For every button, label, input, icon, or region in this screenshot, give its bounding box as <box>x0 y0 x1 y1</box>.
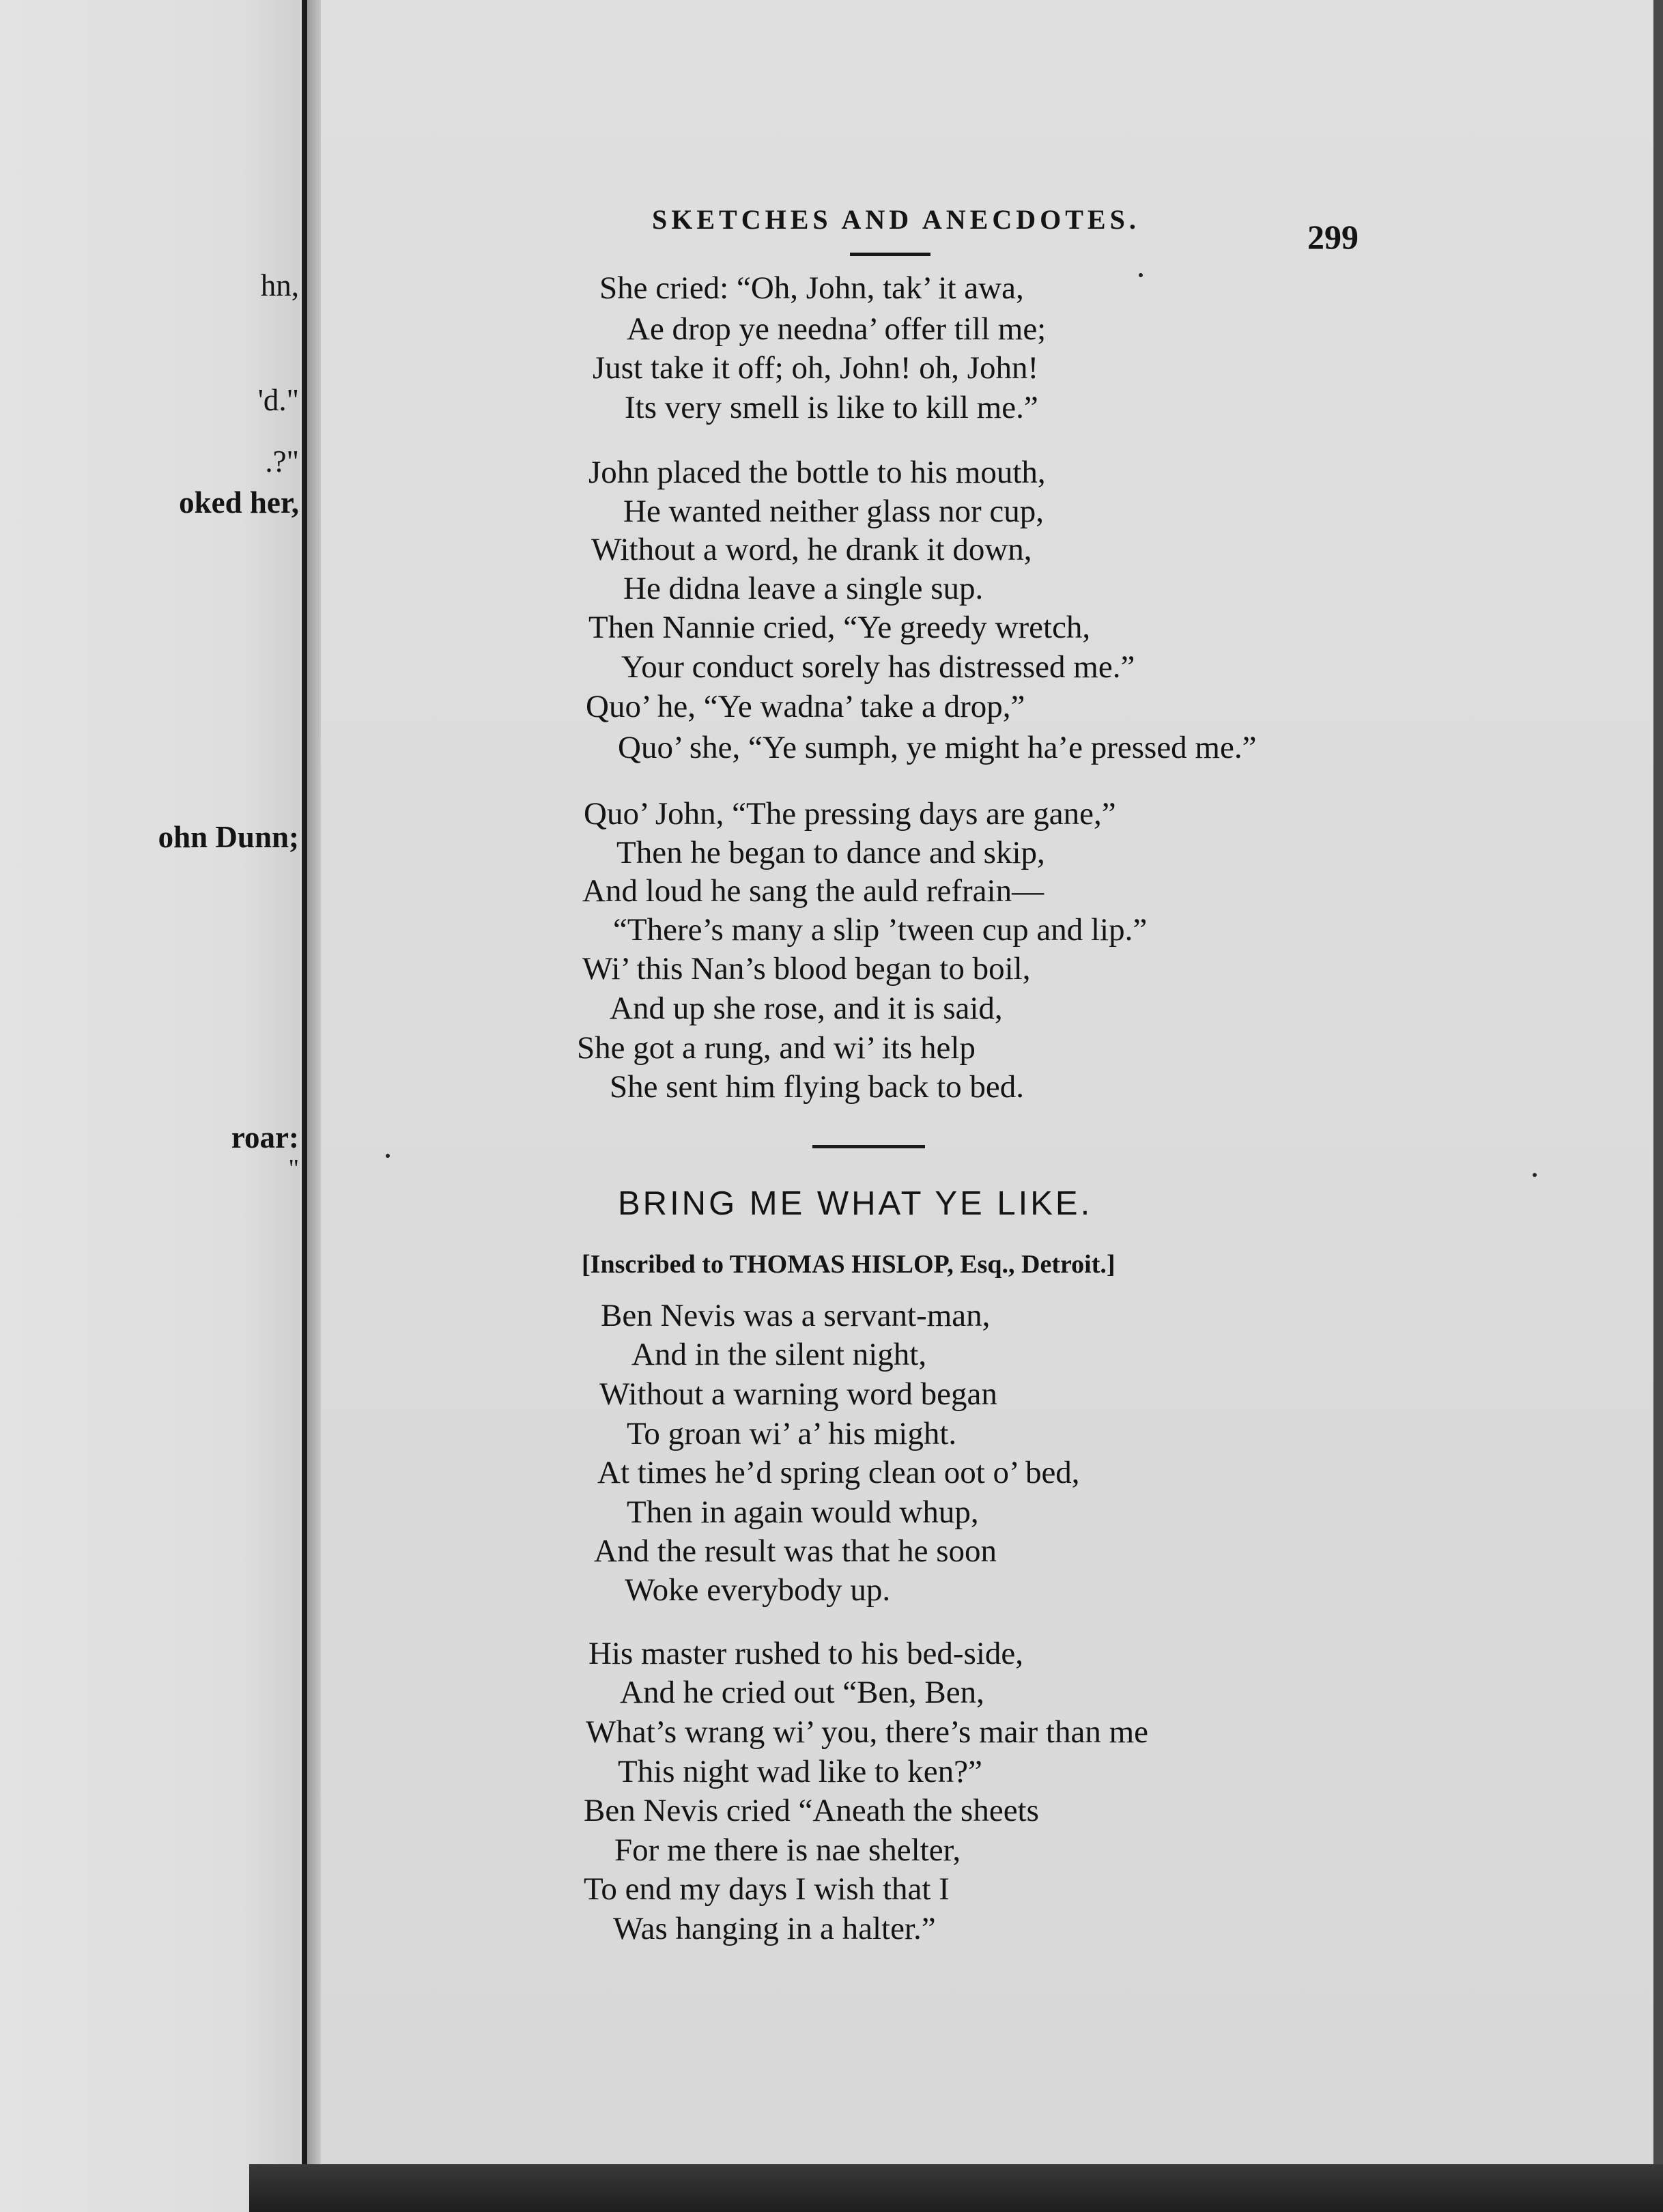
scan-speck <box>386 1154 390 1158</box>
left-fragment-text: .?" <box>265 444 299 479</box>
verse-line: Without a word, he drank it down, <box>591 532 1032 567</box>
verse-line: And he cried out “Ben, Ben, <box>620 1675 984 1710</box>
verse-line: Was hanging in a halter.” <box>613 1911 936 1946</box>
verse-line: She got a rung, and wi’ its help <box>577 1030 976 1066</box>
section-divider-rule <box>812 1145 925 1148</box>
verse-line: And up she rose, and it is said, <box>610 991 1003 1026</box>
binding-gutter-line <box>302 0 307 2212</box>
verse-line: Just take it off; oh, John! oh, John! <box>593 350 1039 386</box>
left-fragment-text: oked her, <box>179 485 299 520</box>
verse-line: Wi’ this Nan’s blood began to boil, <box>582 951 1031 987</box>
left-fragment-text: roar: <box>231 1120 299 1154</box>
verse-line: Ae drop ye needna’ offer till me; <box>627 311 1047 347</box>
verse-line: Without a warning word began <box>599 1376 997 1412</box>
scan-speck <box>1139 273 1143 277</box>
poem-dedication: [Inscribed to THOMAS HISLOP, Esq., Detroit.] <box>582 1250 1115 1279</box>
verse-line: His master rushed to his bed-side, <box>588 1636 1024 1671</box>
page-bottom-edge <box>249 2164 1663 2212</box>
verse-line: To end my days I wish that I <box>584 1871 950 1907</box>
verse-line: For me there is nae shelter, <box>614 1832 961 1868</box>
verse-line: Your conduct sorely has distressed me.” <box>621 649 1135 685</box>
left-fragment-text: hn, <box>260 268 299 302</box>
left-page-fragment <box>0 0 300 2212</box>
verse-line: And in the silent night, <box>631 1337 927 1372</box>
verse-line: Quo’ she, “Ye sumph, ye might ha’e pressed me.” <box>618 730 1257 765</box>
verse-line: Ben Nevis cried “Aneath the sheets <box>584 1793 1039 1828</box>
running-head: SKETCHES AND ANECDOTES. <box>652 204 1140 235</box>
verse-line: Then in again would whup, <box>627 1494 979 1530</box>
verse-line: At times he’d spring clean oot o’ bed, <box>597 1455 1080 1490</box>
verse-line: This night wad like to ken?” <box>618 1754 982 1789</box>
page-right-edge <box>1653 0 1663 2212</box>
verse-line: He didna leave a single sup. <box>623 571 984 606</box>
verse-line: What’s wrang wi’ you, there’s mair than me <box>586 1714 1148 1750</box>
verse-line: And the result was that he soon <box>594 1533 997 1569</box>
left-fragment-text: ohn Dunn; <box>158 820 299 854</box>
verse-line: John placed the bottle to his mouth, <box>588 455 1046 490</box>
verse-line: Ben Nevis was a servant-man, <box>601 1298 991 1333</box>
verse-line: Then he began to dance and skip, <box>616 835 1045 870</box>
header-rule <box>850 253 930 256</box>
poem-title: BRING ME WHAT YE LIKE. <box>618 1185 1093 1222</box>
page-number: 299 <box>1307 218 1359 256</box>
left-fragment-text: 'd." <box>257 383 299 417</box>
verse-line: Then Nannie cried, “Ye greedy wretch, <box>588 610 1091 645</box>
verse-line: Quo’ John, “The pressing days are gane,” <box>584 796 1116 832</box>
verse-line: Its very smell is like to kill me.” <box>625 390 1038 425</box>
verse-line: Quo’ he, “Ye wadna’ take a drop,” <box>586 689 1025 724</box>
verse-line: She sent him flying back to bed. <box>610 1069 1024 1105</box>
scan-speck <box>1533 1173 1537 1177</box>
verse-line: Woke everybody up. <box>625 1572 891 1608</box>
left-fragment-text: " <box>288 1154 299 1183</box>
verse-line: And loud he sang the auld refrain— <box>582 873 1044 909</box>
verse-line: He wanted neither glass nor cup, <box>623 494 1044 529</box>
verse-line: “There’s many a slip ’tween cup and lip.” <box>613 912 1148 948</box>
verse-line: To groan wi’ a’ his might. <box>627 1416 957 1451</box>
verse-line: She cried: “Oh, John, tak’ it awa, <box>599 270 1024 306</box>
